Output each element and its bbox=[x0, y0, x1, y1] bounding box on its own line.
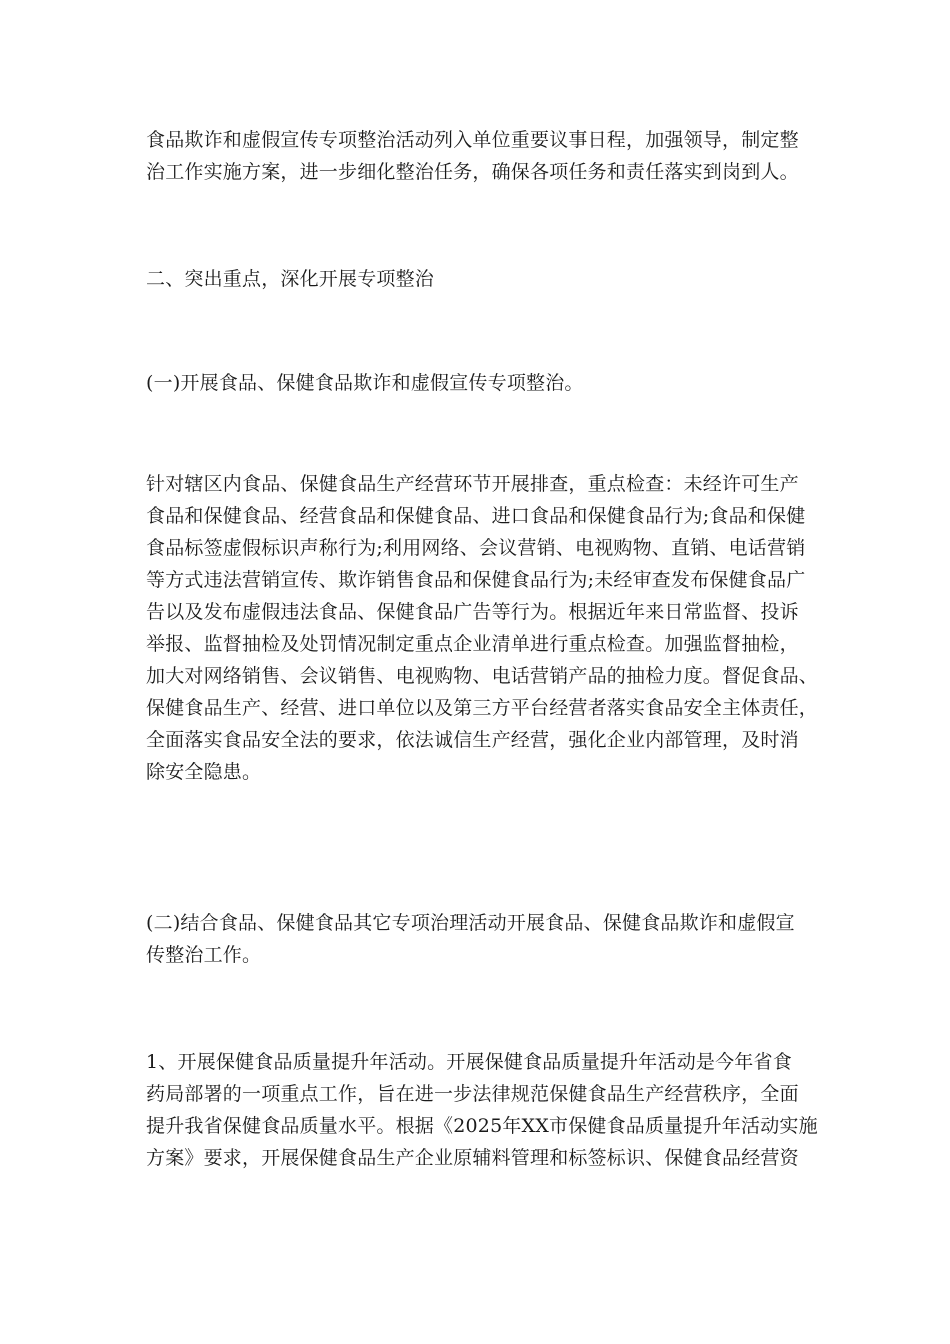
text-line: 除安全隐患。 bbox=[146, 761, 262, 783]
text-line: 等方式违法营销宣传、欺诈销售食品和保健食品行为;未经审查发布保健食品广 bbox=[146, 569, 806, 591]
heading-text: 二、突出重点，深化开展专项整治 bbox=[146, 268, 435, 290]
paragraph-intro bbox=[146, 124, 811, 188]
text-line: 举报、监督抽检及处罚情况制定重点企业清单进行重点检查。加强监督抽检， bbox=[146, 633, 799, 655]
text-line: 药局部署的一项重点工作，旨在进一步法律规范保健食品生产经营秩序，全面 bbox=[146, 1083, 799, 1105]
paragraph-inspection bbox=[146, 468, 819, 788]
subheading-text: (一)开展食品、保健食品欺诈和虚假宣传专项整治。 bbox=[146, 372, 584, 394]
text-line: 食品和保健食品、经营食品和保健食品、进口食品和保健食品行为;食品和保健 bbox=[146, 505, 806, 527]
text-line: 传整治工作。 bbox=[146, 944, 262, 966]
subsection-heading-2 bbox=[146, 907, 811, 971]
text-line: 治工作实施方案，进一步细化整治任务，确保各项任务和责任落实到岗到人。 bbox=[146, 161, 799, 183]
paragraph-quality-year bbox=[146, 1046, 818, 1174]
text-line: 食品欺诈和虚假宣传专项整治活动列入单位重要议事日程，加强领导，制定整 bbox=[146, 129, 799, 151]
subsection-heading-1 bbox=[146, 367, 811, 399]
text-line: 加大对网络销售、会议销售、电视购物、电话营销产品的抽检力度。督促食品、 bbox=[146, 665, 819, 687]
text-line: 告以及发布虚假违法食品、保健食品广告等行为。根据近年来日常监督、投诉 bbox=[146, 601, 799, 623]
section-heading bbox=[146, 263, 811, 295]
text-line: 1、开展保健食品质量提升年活动。开展保健食品质量提升年活动是今年省食 bbox=[146, 1051, 792, 1073]
text-line: 食品标签虚假标识声称行为;利用网络、会议营销、电视购物、直销、电话营销 bbox=[146, 537, 806, 559]
text-line: 方案》要求，开展保健食品生产企业原辅料管理和标签标识、保健食品经营资 bbox=[146, 1147, 799, 1169]
text-line: 保健食品生产、经营、进口单位以及第三方平台经营者落实食品安全主体责任， bbox=[146, 697, 819, 719]
text-line: 提升我省保健食品质量水平。根据《2025年XX市保健食品质量提升年活动实施 bbox=[146, 1115, 818, 1137]
text-line: (二)结合食品、保健食品其它专项治理活动开展食品、保健食品欺诈和虚假宣 bbox=[146, 912, 795, 934]
text-line: 全面落实食品安全法的要求，依法诚信生产经营，强化企业内部管理，及时消 bbox=[146, 729, 799, 751]
text-line: 针对辖区内食品、保健食品生产经营环节开展排查，重点检查：未经许可生产 bbox=[146, 473, 799, 495]
